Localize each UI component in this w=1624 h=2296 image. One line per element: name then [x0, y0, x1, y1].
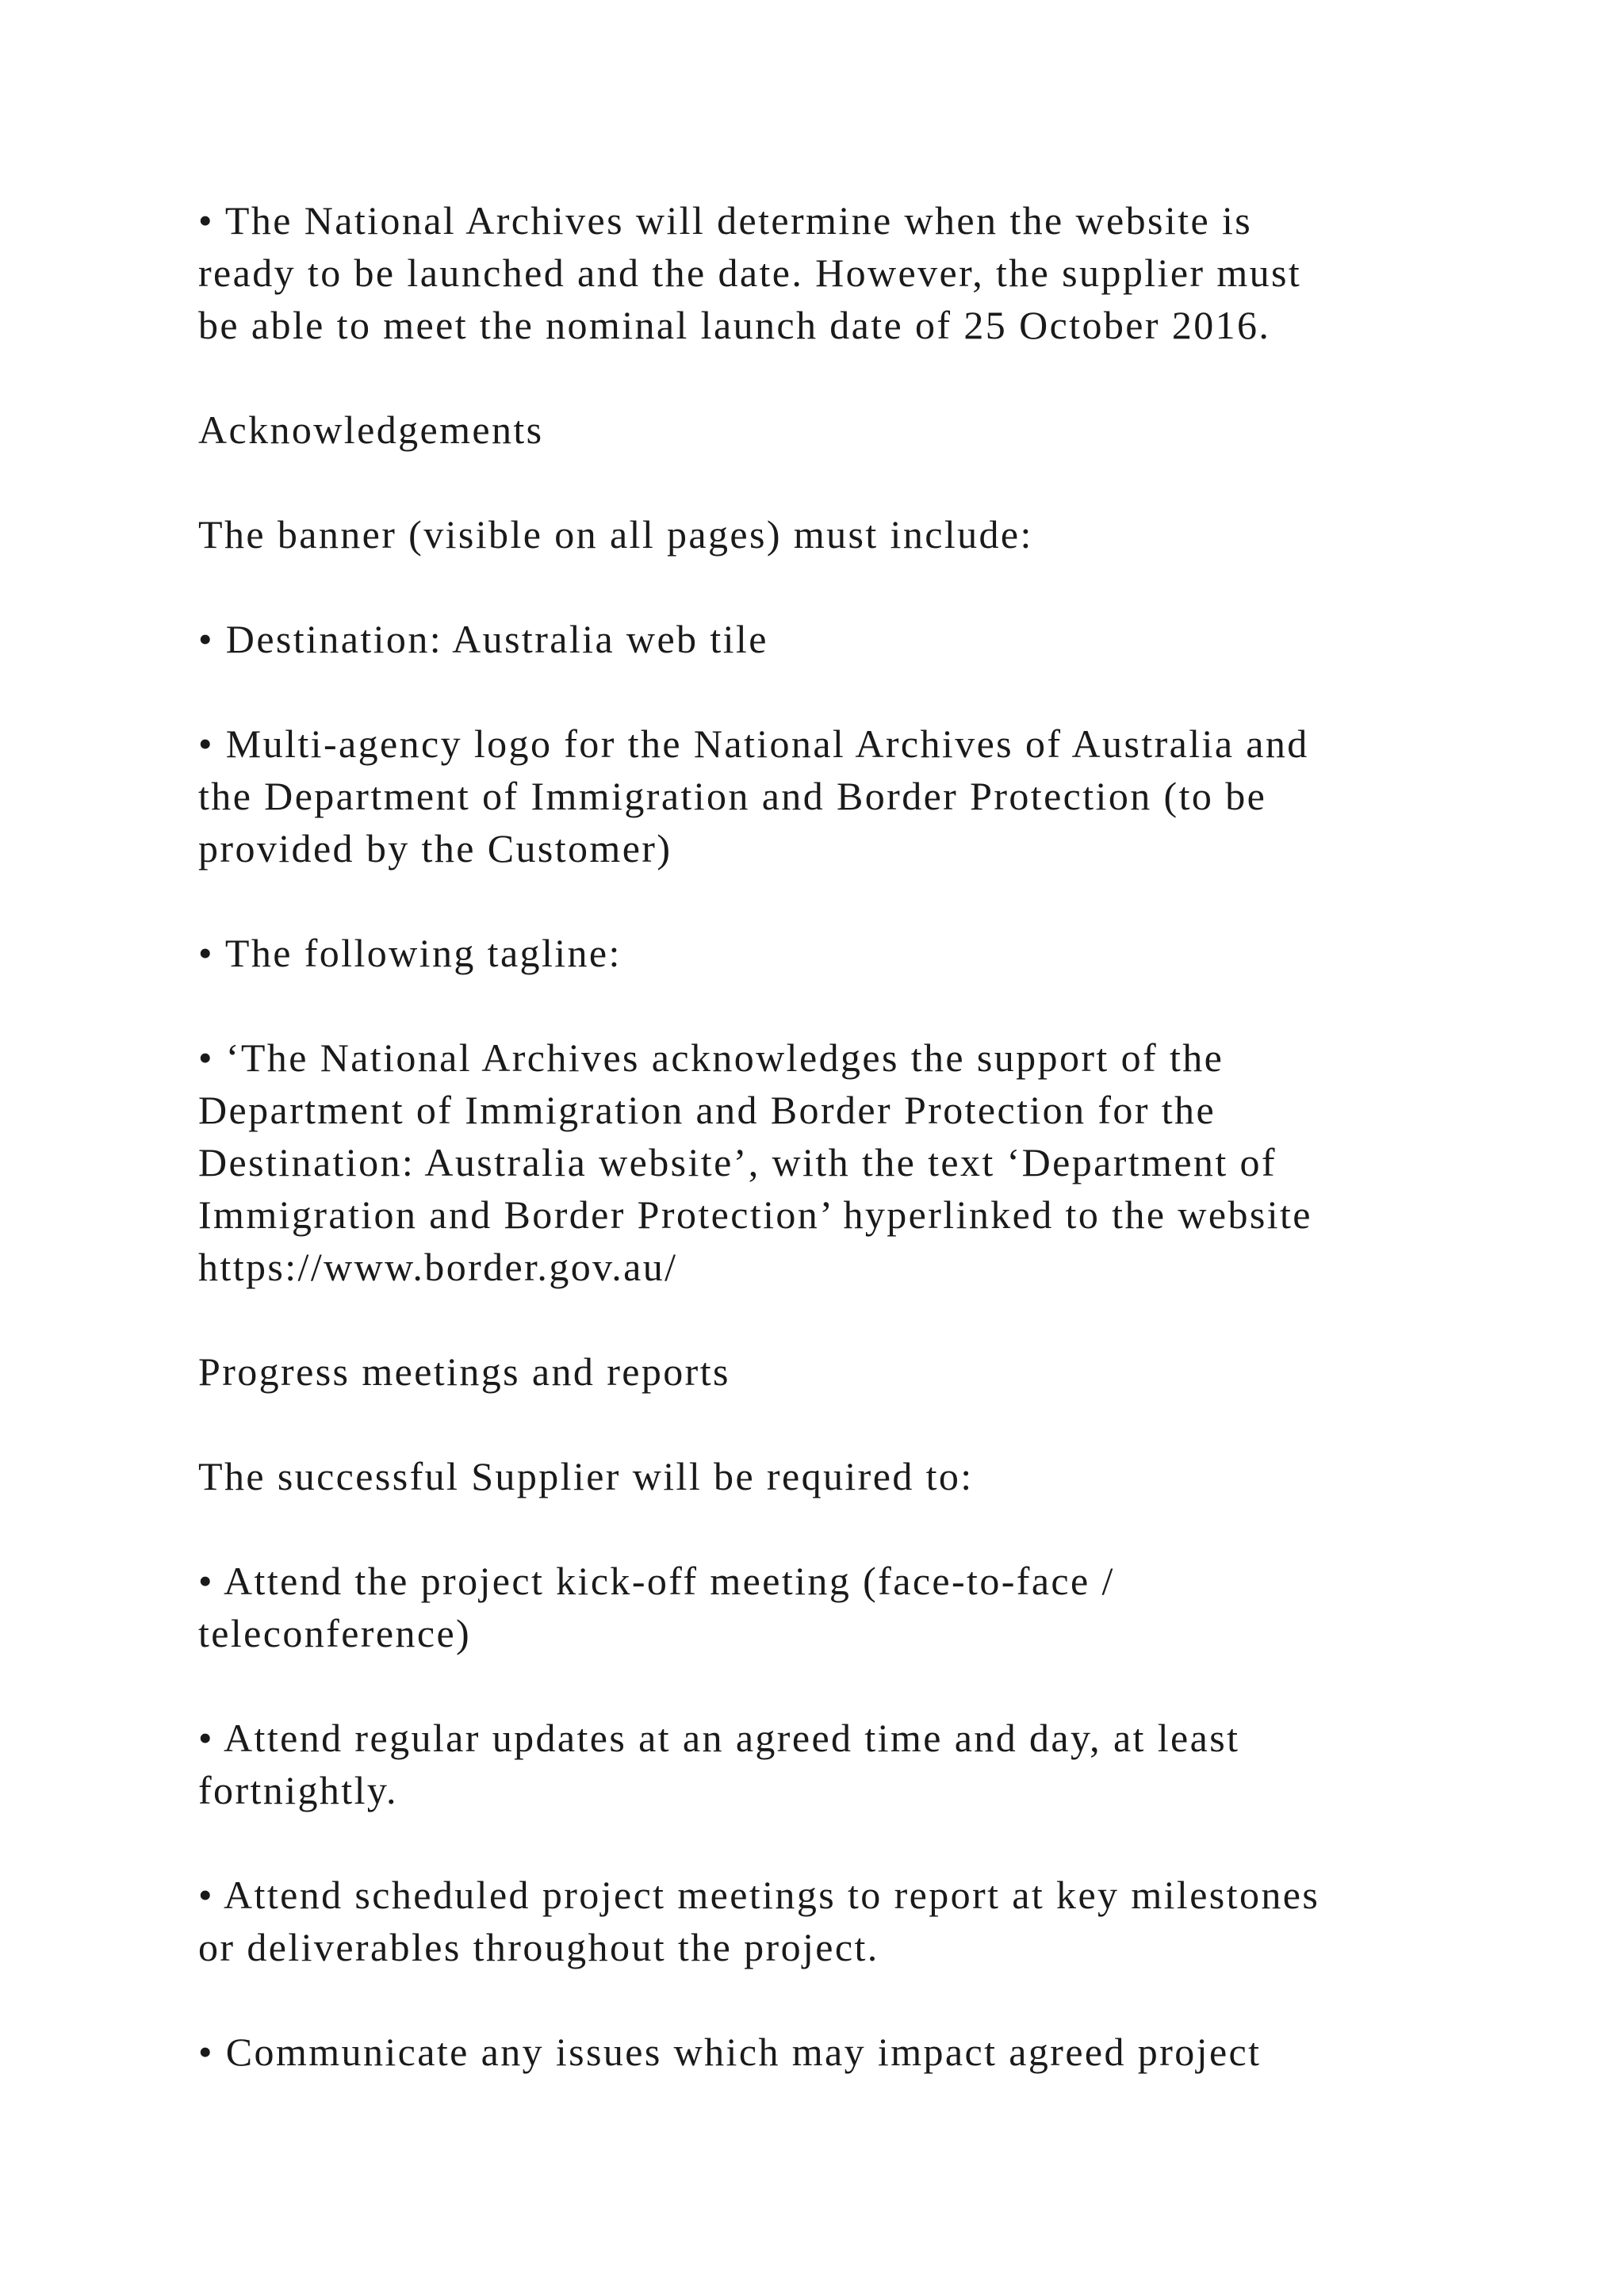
text-line: The successful Supplier will be required to: — [198, 1454, 974, 1498]
text-line: Destination: Australia website’, with the text ‘Department of — [198, 1140, 1277, 1184]
text-line: • ‘The National Archives acknowledges the support of the — [198, 1035, 1224, 1080]
bullet-tagline-text — [198, 1031, 1507, 1293]
bullet-tagline-intro — [198, 927, 1507, 979]
text-line: ready to be launched and the date. However, the supplier must — [198, 251, 1302, 295]
heading-progress-meetings — [198, 1345, 1507, 1398]
bullet-multi-agency-logo — [198, 718, 1507, 874]
text-line: • Attend scheduled project meetings to report at key milestones — [198, 1873, 1320, 1917]
text-line: • Communicate any issues which may impact agreed project — [198, 2030, 1262, 2074]
text-line: provided by the Customer) — [198, 826, 672, 871]
text-line: or deliverables throughout the project. — [198, 1925, 879, 1969]
text-line: Department of Immigration and Border Protection for the — [198, 1088, 1216, 1132]
text-line: be able to meet the nominal launch date of 25 October 2016. — [198, 303, 1271, 347]
text-line: the Department of Immigration and Border Protection (to be — [198, 774, 1267, 818]
text-line: • The following tagline: — [198, 931, 622, 975]
text-line: Acknowledgements — [198, 408, 544, 452]
text-line: • The National Archives will determine when the website is — [198, 198, 1253, 243]
bullet-kickoff — [198, 1555, 1507, 1659]
text-line: • Attend the project kick-off meeting (face-to-face / — [198, 1559, 1115, 1603]
heading-acknowledgements — [198, 404, 1507, 456]
text-line: fortnightly. — [198, 1768, 398, 1812]
bullet-web-tile — [198, 613, 1507, 665]
text-line: • Destination: Australia web tile — [198, 617, 768, 661]
paragraph-banner-intro — [198, 508, 1507, 561]
text-line: https://www.border.gov.au/ — [198, 1245, 678, 1289]
paragraph-supplier-intro — [198, 1450, 1507, 1502]
bullet-scheduled-meetings — [198, 1869, 1507, 1973]
text-line: Progress meetings and reports — [198, 1349, 730, 1394]
bullet-communicate-issues — [198, 2026, 1507, 2078]
document-body — [198, 194, 1507, 2130]
text-line: Immigration and Border Protection’ hyperlinked to the website — [198, 1192, 1312, 1237]
text-line: • Attend regular updates at an agreed time and day, at least — [198, 1716, 1240, 1760]
text-line: • Multi-agency logo for the National Archives of Australia and — [198, 721, 1309, 766]
text-line: teleconference) — [198, 1611, 472, 1655]
paragraph-launch-date — [198, 194, 1507, 351]
bullet-regular-updates — [198, 1712, 1507, 1816]
text-line: The banner (visible on all pages) must include: — [198, 512, 1033, 557]
